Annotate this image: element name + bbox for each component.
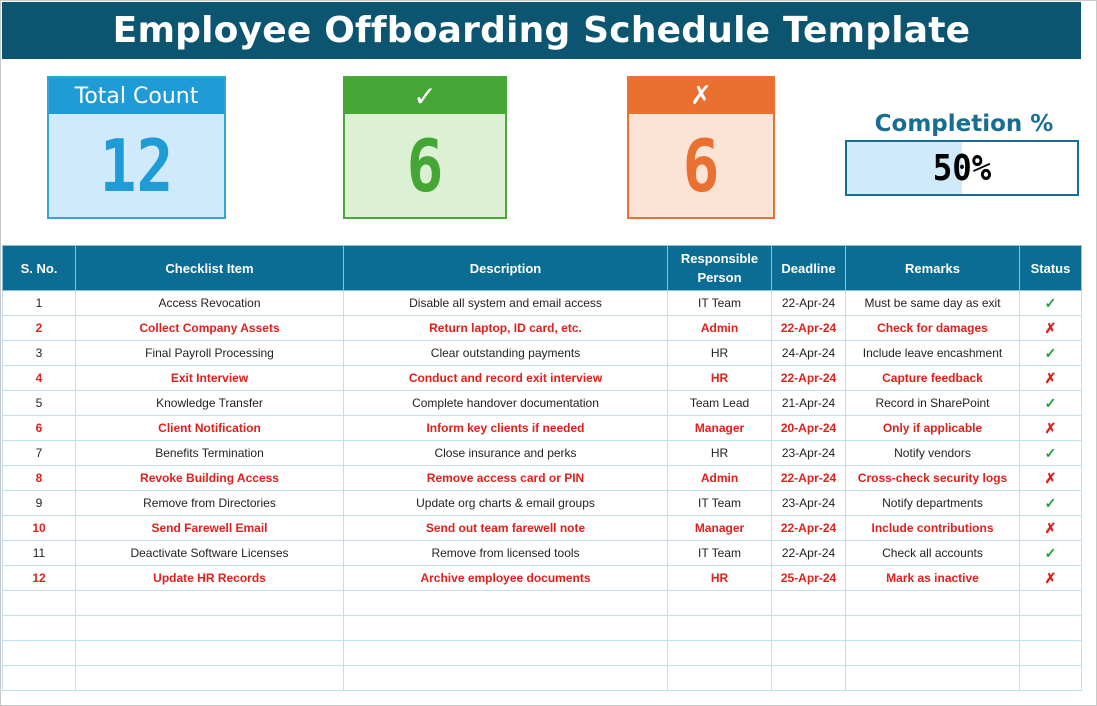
cell-description[interactable]: Clear outstanding payments [344,341,668,366]
cross-icon[interactable]: ✗ [1020,366,1082,391]
cell-deadline[interactable]: 22-Apr-24 [772,516,846,541]
pending-count-value: 6 [682,123,720,208]
pending-count-card [627,76,775,219]
cross-icon[interactable]: ✗ [1020,566,1082,591]
empty-cell[interactable] [668,591,772,616]
cell-person[interactable]: Manager [668,416,772,441]
cell-person[interactable]: HR [668,566,772,591]
cell-remarks[interactable]: Check for damages [846,316,1020,341]
cell-person[interactable]: HR [668,341,772,366]
table-row [3,491,1082,516]
title-banner [2,2,1081,59]
empty-cell[interactable] [772,666,846,691]
empty-cell[interactable] [772,641,846,666]
cell-deadline[interactable]: 22-Apr-24 [772,541,846,566]
empty-cell[interactable] [3,591,76,616]
cell-remarks[interactable]: Capture feedback [846,366,1020,391]
empty-cell[interactable] [668,666,772,691]
header-responsible-person[interactable]: Responsible Person [668,246,772,291]
empty-cell[interactable] [846,616,1020,641]
empty-cell[interactable] [846,641,1020,666]
empty-cell[interactable] [3,616,76,641]
cell-person[interactable]: IT Team [668,541,772,566]
table-row [3,391,1082,416]
cell-sno[interactable]: 7 [3,441,76,466]
cell-deadline[interactable]: 25-Apr-24 [772,566,846,591]
table-row [3,366,1082,391]
cell-person[interactable]: Admin [668,316,772,341]
empty-cell[interactable] [3,641,76,666]
cell-description[interactable]: Remove from licensed tools [344,541,668,566]
total-count-label: Total Count [49,78,224,114]
cell-remarks[interactable]: Mark as inactive [846,566,1020,591]
cell-person[interactable]: Manager [668,516,772,541]
cross-icon[interactable]: ✗ [1020,516,1082,541]
empty-row [3,616,1082,641]
table-row [3,541,1082,566]
cell-person[interactable]: IT Team [668,491,772,516]
check-icon[interactable]: ✓ [1020,441,1082,466]
cell-item[interactable]: Revoke Building Access [76,466,344,491]
empty-cell[interactable] [1020,666,1082,691]
page-title: Employee Offboarding Schedule Template [112,10,971,51]
empty-row [3,666,1082,691]
cell-description[interactable]: Inform key clients if needed [344,416,668,441]
table-row [3,416,1082,441]
empty-cell[interactable] [772,616,846,641]
cell-sno[interactable]: 8 [3,466,76,491]
cell-sno[interactable]: 11 [3,541,76,566]
empty-cell[interactable] [344,641,668,666]
empty-cell[interactable] [1020,616,1082,641]
cell-sno[interactable]: 5 [3,391,76,416]
empty-cell[interactable] [344,591,668,616]
cell-deadline[interactable]: 22-Apr-24 [772,366,846,391]
table-row [3,316,1082,341]
empty-cell[interactable] [772,591,846,616]
completion-label: Completion % [874,111,1054,137]
header-remarks[interactable]: Remarks [846,246,1020,291]
cell-description[interactable]: Conduct and record exit interview [344,366,668,391]
cell-deadline[interactable]: 23-Apr-24 [772,491,846,516]
cell-description[interactable]: Disable all system and email access [344,291,668,316]
cell-deadline[interactable]: 22-Apr-24 [772,466,846,491]
cell-person[interactable]: IT Team [668,291,772,316]
empty-cell[interactable] [76,591,344,616]
check-icon[interactable]: ✓ [1020,491,1082,516]
header-deadline[interactable]: Deadline [772,246,846,291]
cell-item[interactable]: Collect Company Assets [76,316,344,341]
cross-icon[interactable]: ✗ [1020,416,1082,441]
completion-progress-bar [845,140,1079,196]
cell-item[interactable]: Send Farewell Email [76,516,344,541]
check-icon[interactable]: ✓ [1020,291,1082,316]
cell-deadline[interactable]: 22-Apr-24 [772,316,846,341]
header-checklist-item[interactable]: Checklist Item [76,246,344,291]
cell-sno[interactable]: 9 [3,491,76,516]
cell-remarks[interactable]: Notify vendors [846,441,1020,466]
checklist-table [2,245,1082,691]
empty-cell[interactable] [1020,641,1082,666]
cell-item[interactable]: Access Revocation [76,291,344,316]
table-row [3,566,1082,591]
total-count-card [47,76,226,219]
empty-cell[interactable] [668,616,772,641]
cell-description[interactable]: Update org charts & email groups [344,491,668,516]
cell-item[interactable]: Final Payroll Processing [76,341,344,366]
cell-sno[interactable]: 6 [3,416,76,441]
check-icon[interactable]: ✓ [1020,341,1082,366]
cell-description[interactable]: Remove access card or PIN [344,466,668,491]
cell-item[interactable]: Exit Interview [76,366,344,391]
cell-person[interactable]: HR [668,441,772,466]
empty-cell[interactable] [846,591,1020,616]
completion-value: 50% [932,147,992,189]
empty-cell[interactable] [344,666,668,691]
cell-item[interactable]: Remove from Directories [76,491,344,516]
empty-row [3,641,1082,666]
cell-remarks[interactable]: Must be same day as exit [846,291,1020,316]
table-row [3,291,1082,316]
cell-description[interactable]: Archive employee documents [344,566,668,591]
cell-description[interactable]: Return laptop, ID card, etc. [344,316,668,341]
check-icon: ✓ [345,78,505,114]
cell-description[interactable]: Complete handover documentation [344,391,668,416]
cross-icon: ✗ [629,78,773,114]
cross-icon[interactable]: ✗ [1020,316,1082,341]
cell-deadline[interactable]: 24-Apr-24 [772,341,846,366]
empty-cell[interactable] [344,616,668,641]
table-row [3,441,1082,466]
empty-cell[interactable] [1020,591,1082,616]
cell-person[interactable]: Admin [668,466,772,491]
empty-row [3,591,1082,616]
cell-remarks[interactable]: Only if applicable [846,416,1020,441]
cell-description[interactable]: Send out team farewell note [344,516,668,541]
cell-sno[interactable]: 3 [3,341,76,366]
cell-deadline[interactable]: 22-Apr-24 [772,291,846,316]
cell-remarks[interactable]: Record in SharePoint [846,391,1020,416]
table-header-row [3,246,1082,291]
cell-person[interactable]: Team Lead [668,391,772,416]
cell-sno[interactable]: 2 [3,316,76,341]
empty-cell[interactable] [76,666,344,691]
check-icon[interactable]: ✓ [1020,541,1082,566]
cell-item[interactable]: Client Notification [76,416,344,441]
table-row [3,341,1082,366]
check-icon[interactable]: ✓ [1020,391,1082,416]
cell-description[interactable]: Close insurance and perks [344,441,668,466]
cell-remarks[interactable]: Cross-check security logs [846,466,1020,491]
cell-sno[interactable]: 10 [3,516,76,541]
completed-count-value: 6 [406,123,444,208]
cell-item[interactable]: Deactivate Software Licenses [76,541,344,566]
total-count-value: 12 [99,123,174,208]
cell-remarks[interactable]: Include contributions [846,516,1020,541]
completed-count-card [343,76,507,219]
cell-person[interactable]: HR [668,366,772,391]
cell-sno[interactable]: 4 [3,366,76,391]
cell-deadline[interactable]: 20-Apr-24 [772,416,846,441]
cell-item[interactable]: Update HR Records [76,566,344,591]
cell-item[interactable]: Benefits Termination [76,441,344,466]
empty-cell[interactable] [76,641,344,666]
cell-remarks[interactable]: Check all accounts [846,541,1020,566]
cell-remarks[interactable]: Notify departments [846,491,1020,516]
cell-sno[interactable]: 1 [3,291,76,316]
header-description[interactable]: Description [344,246,668,291]
empty-cell[interactable] [76,616,344,641]
empty-cell[interactable] [668,641,772,666]
table-row [3,466,1082,491]
cross-icon[interactable]: ✗ [1020,466,1082,491]
cell-remarks[interactable]: Include leave encashment [846,341,1020,366]
cell-item[interactable]: Knowledge Transfer [76,391,344,416]
table-row [3,516,1082,541]
cell-sno[interactable]: 12 [3,566,76,591]
cell-deadline[interactable]: 23-Apr-24 [772,441,846,466]
empty-cell[interactable] [846,666,1020,691]
cell-deadline[interactable]: 21-Apr-24 [772,391,846,416]
header-sno[interactable]: S. No. [3,246,76,291]
empty-cell[interactable] [3,666,76,691]
header-status[interactable]: Status [1020,246,1082,291]
